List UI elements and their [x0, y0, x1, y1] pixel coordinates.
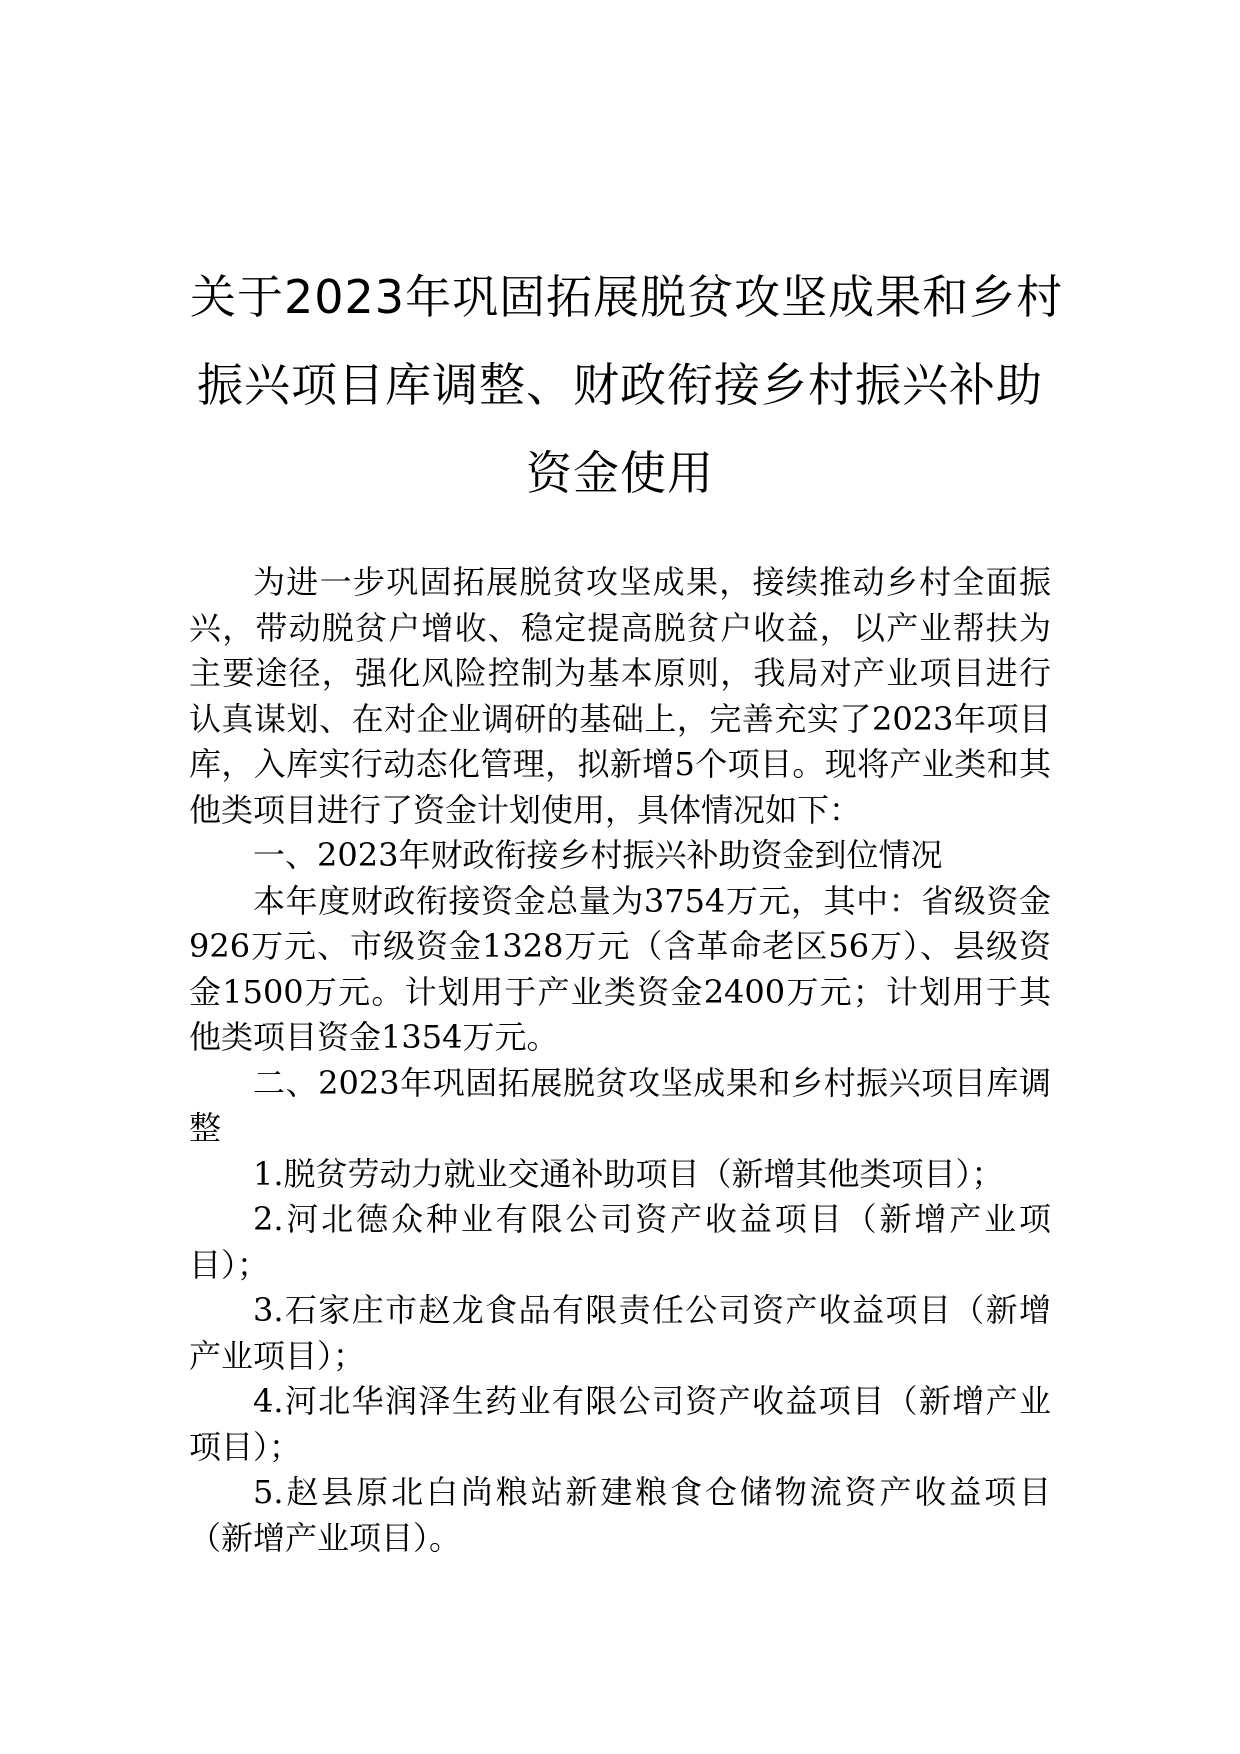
- title-line-3: 资金使用: [526, 446, 714, 500]
- title-line-1: 关于2023年巩固拓展脱贫攻坚成果和乡村: [190, 270, 1064, 324]
- project-item-4: 4.河北华润泽生药业有限公司资产收益项目（新增产业项目）；: [189, 1382, 1051, 1466]
- document-body: [189, 560, 1051, 1561]
- title-line-2: 振兴项目库调整、财政衔接乡村振兴补助: [197, 358, 1043, 412]
- section-heading-1: 一、2023年财政衔接乡村振兴补助资金到位情况: [253, 836, 943, 874]
- intro-paragraph: 为进一步巩固拓展脱贫攻坚成果，接续推动乡村全面振兴，带动脱贫户增收、稳定提高脱贫户收益，以产业帮扶为主要途径，强化风险控制为基本原则，我局对产业项目进行认真谋划、在对企业调研的基础上，完善充实了2023年项目库，入库实行动态化管理，拟新增5个项目。现将产业类和其他类项目进行了资金计划使用，具体情况如下：: [189, 563, 1051, 829]
- document-title: [190, 253, 1064, 517]
- project-item-3: 3.石家庄市赵龙食品有限责任公司资产收益项目（新增产业项目）；: [189, 1291, 1051, 1375]
- project-item-5: 5.赵县原北白尚粮站新建粮食仓储物流资产收益项目（新增产业项目）。: [189, 1473, 1051, 1557]
- funding-paragraph: 本年度财政衔接资金总量为3754万元，其中：省级资金926万元、市级资金1328万元（含革命老区56万）、县级资金1500万元。计划用于产业类资金2400万元；计划用于其他类项目资金1354万元。: [189, 881, 1051, 1056]
- project-item-2: 2.河北德众种业有限公司资产收益项目（新增产业项目）；: [189, 1200, 1051, 1284]
- project-item-1: 1.脱贫劳动力就业交通补助项目（新增其他类项目）；: [253, 1154, 1004, 1193]
- section-heading-2: 二、2023年巩固拓展脱贫攻坚成果和乡村振兴项目库调整: [189, 1063, 1051, 1147]
